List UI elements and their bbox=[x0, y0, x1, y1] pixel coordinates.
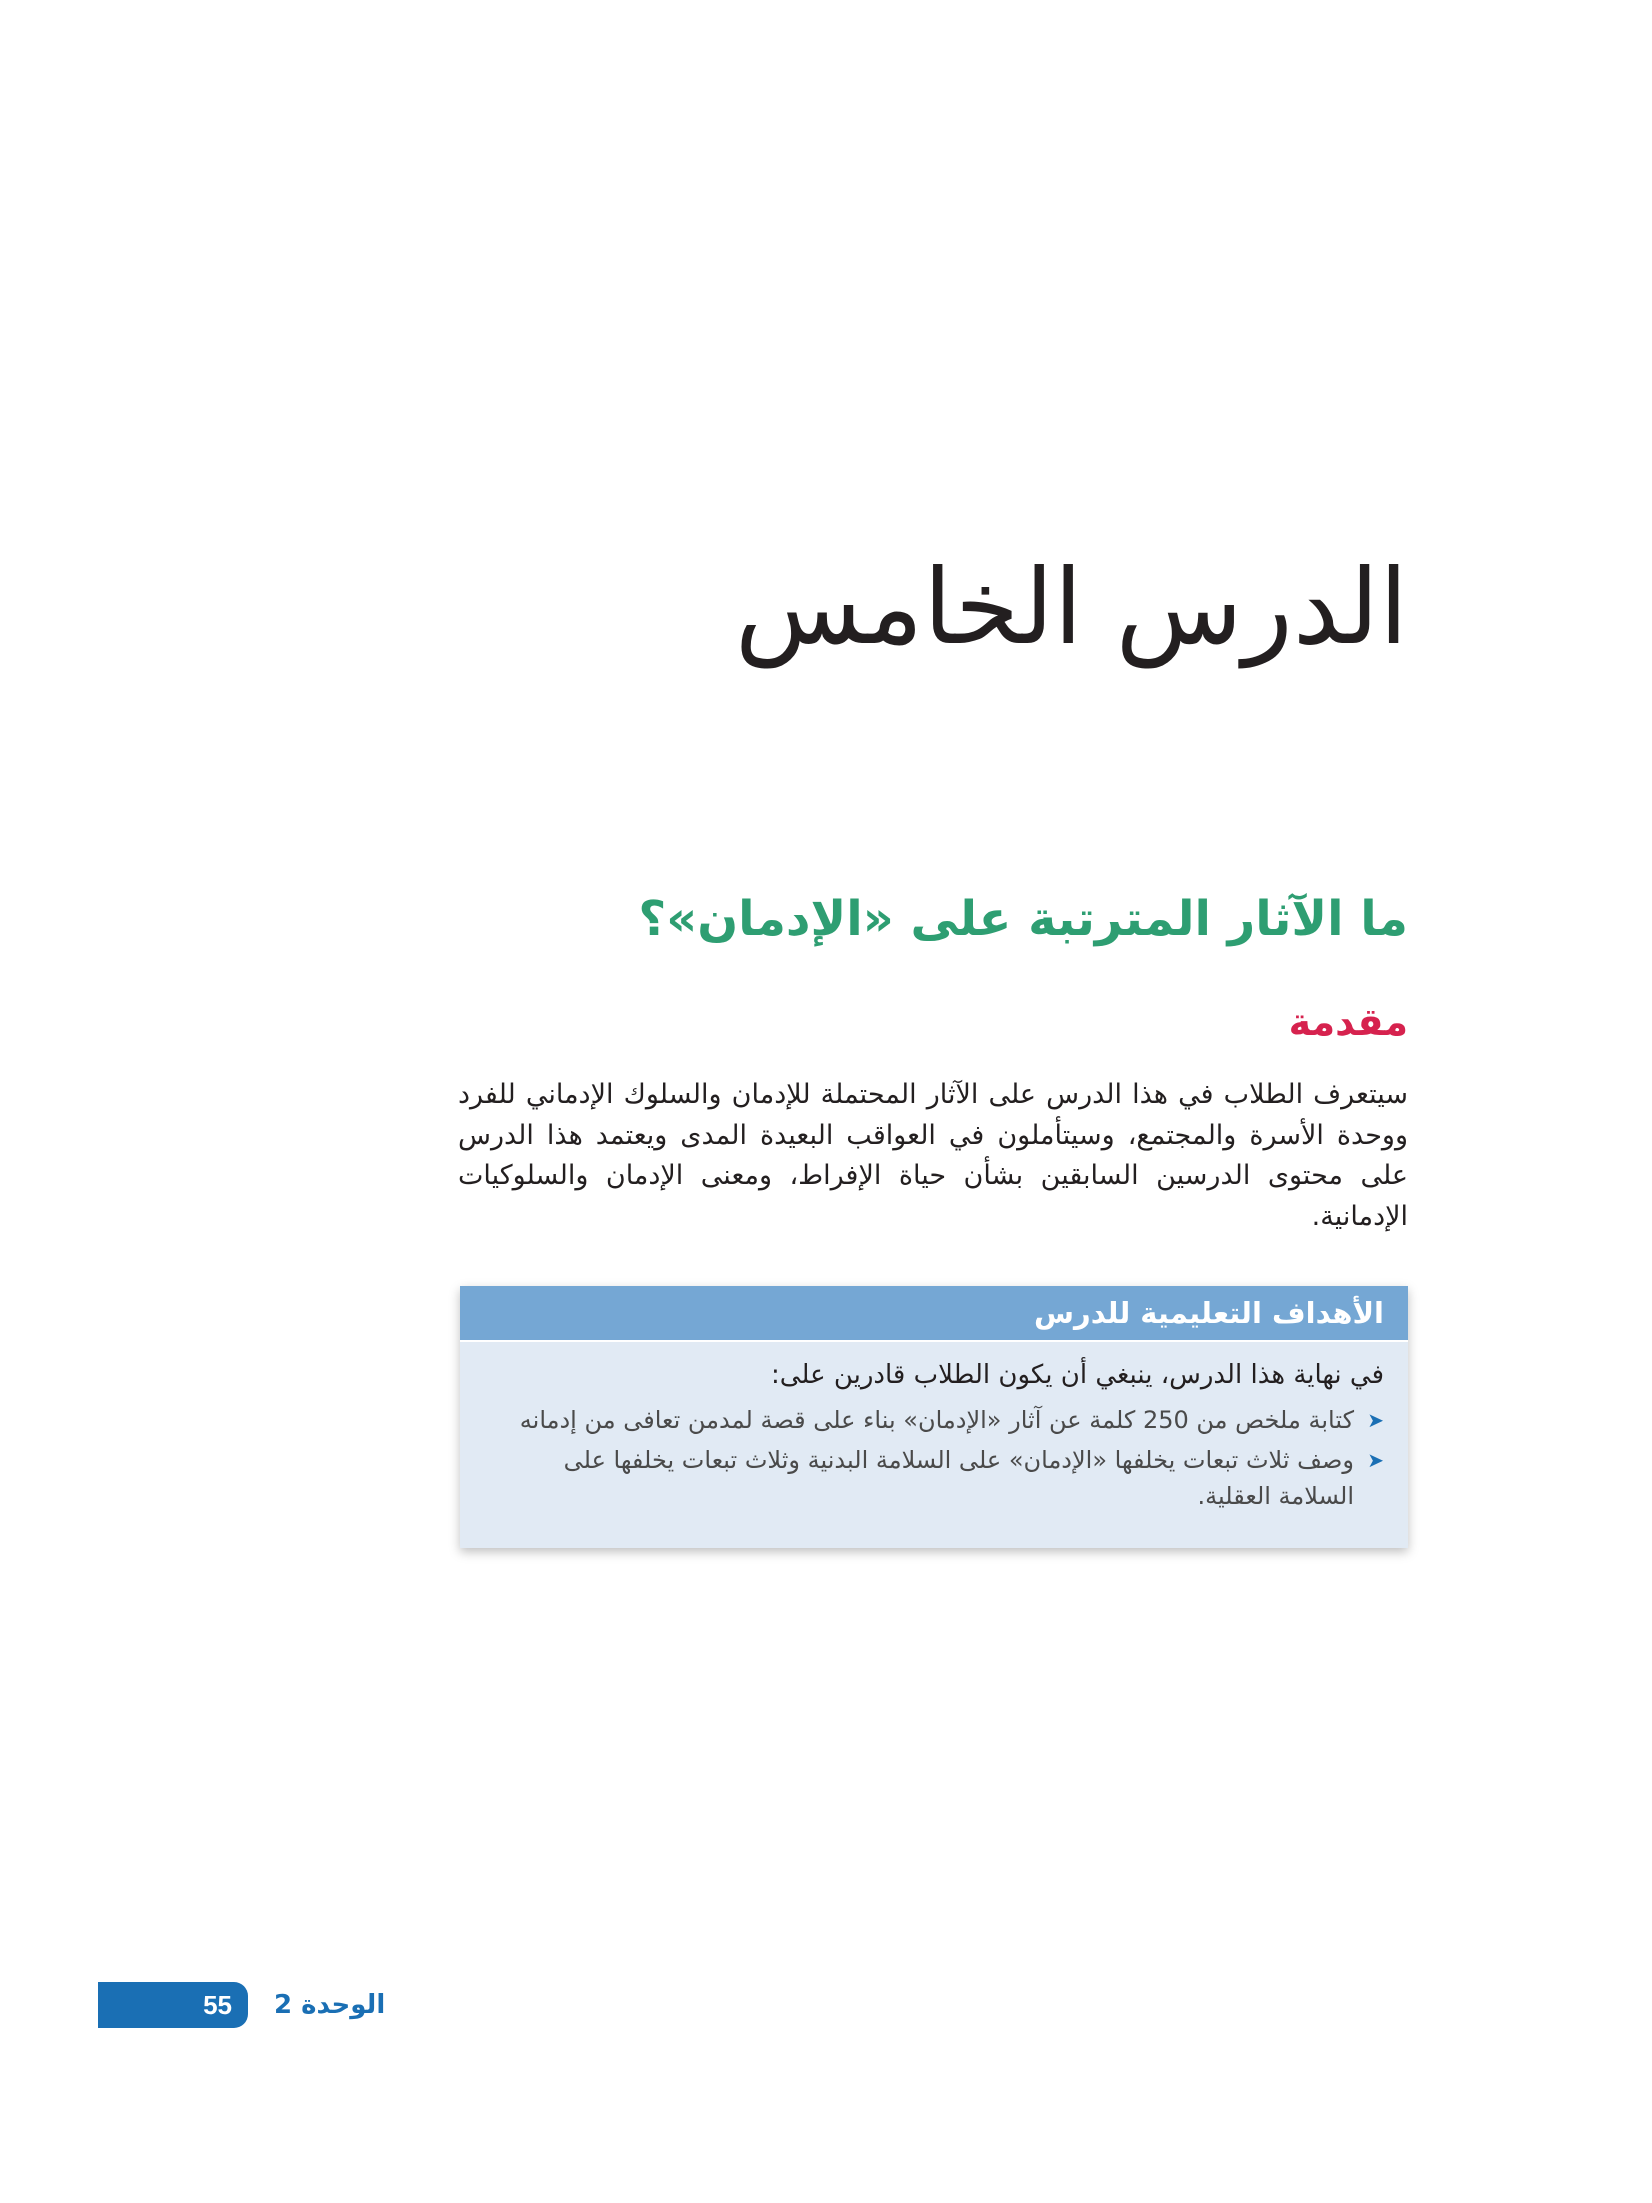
objective-item bbox=[484, 1442, 1384, 1514]
intro-heading: مقدمة bbox=[1288, 1000, 1408, 1044]
objective-text: كتابة ملخص من 250 كلمة عن آثار «الإدمان» بناء على قصة لمدمن تعافى من إدمانه bbox=[519, 1406, 1354, 1434]
objective-item bbox=[484, 1402, 1384, 1438]
objective-text: وصف ثلاث تبعات يخلفها «الإدمان» على السلامة البدنية وثلاث تبعات يخلفها على السلامة العقلية. bbox=[563, 1446, 1354, 1510]
page-number-tab bbox=[98, 1982, 248, 2028]
unit-label: الوحدة 2 bbox=[274, 1990, 386, 2020]
intro-paragraph: سيتعرف الطلاب في هذا الدرس على الآثار المحتملة للإدمان والسلوك الإدماني للفرد ووحدة الأسرة والمجتمع، وسيتأملون في العواقب البعيدة المدى ويعتمد هذا الدرس على محتوى الدرسين السابقين بشأن حياة الإفراط، ومعنى الإدمان والسلوكيات الإدمانية. bbox=[458, 1079, 1408, 1232]
objectives-list bbox=[484, 1402, 1384, 1514]
arrow-bullet-icon: ➤ bbox=[1367, 1408, 1384, 1432]
objectives-title: الأهداف التعليمية للدرس bbox=[460, 1286, 1408, 1342]
objectives-box bbox=[460, 1286, 1408, 1548]
lesson-title: الدرس الخامس bbox=[734, 546, 1408, 668]
page-number: 55 bbox=[203, 1989, 232, 2020]
section-heading: ما الآثار المترتبة على «الإدمان»؟ bbox=[638, 891, 1408, 947]
objectives-lead: في نهاية هذا الدرس، ينبغي أن يكون الطلاب قادرين على: bbox=[771, 1360, 1384, 1390]
arrow-bullet-icon: ➤ bbox=[1367, 1448, 1384, 1472]
page-footer bbox=[98, 1982, 385, 2028]
